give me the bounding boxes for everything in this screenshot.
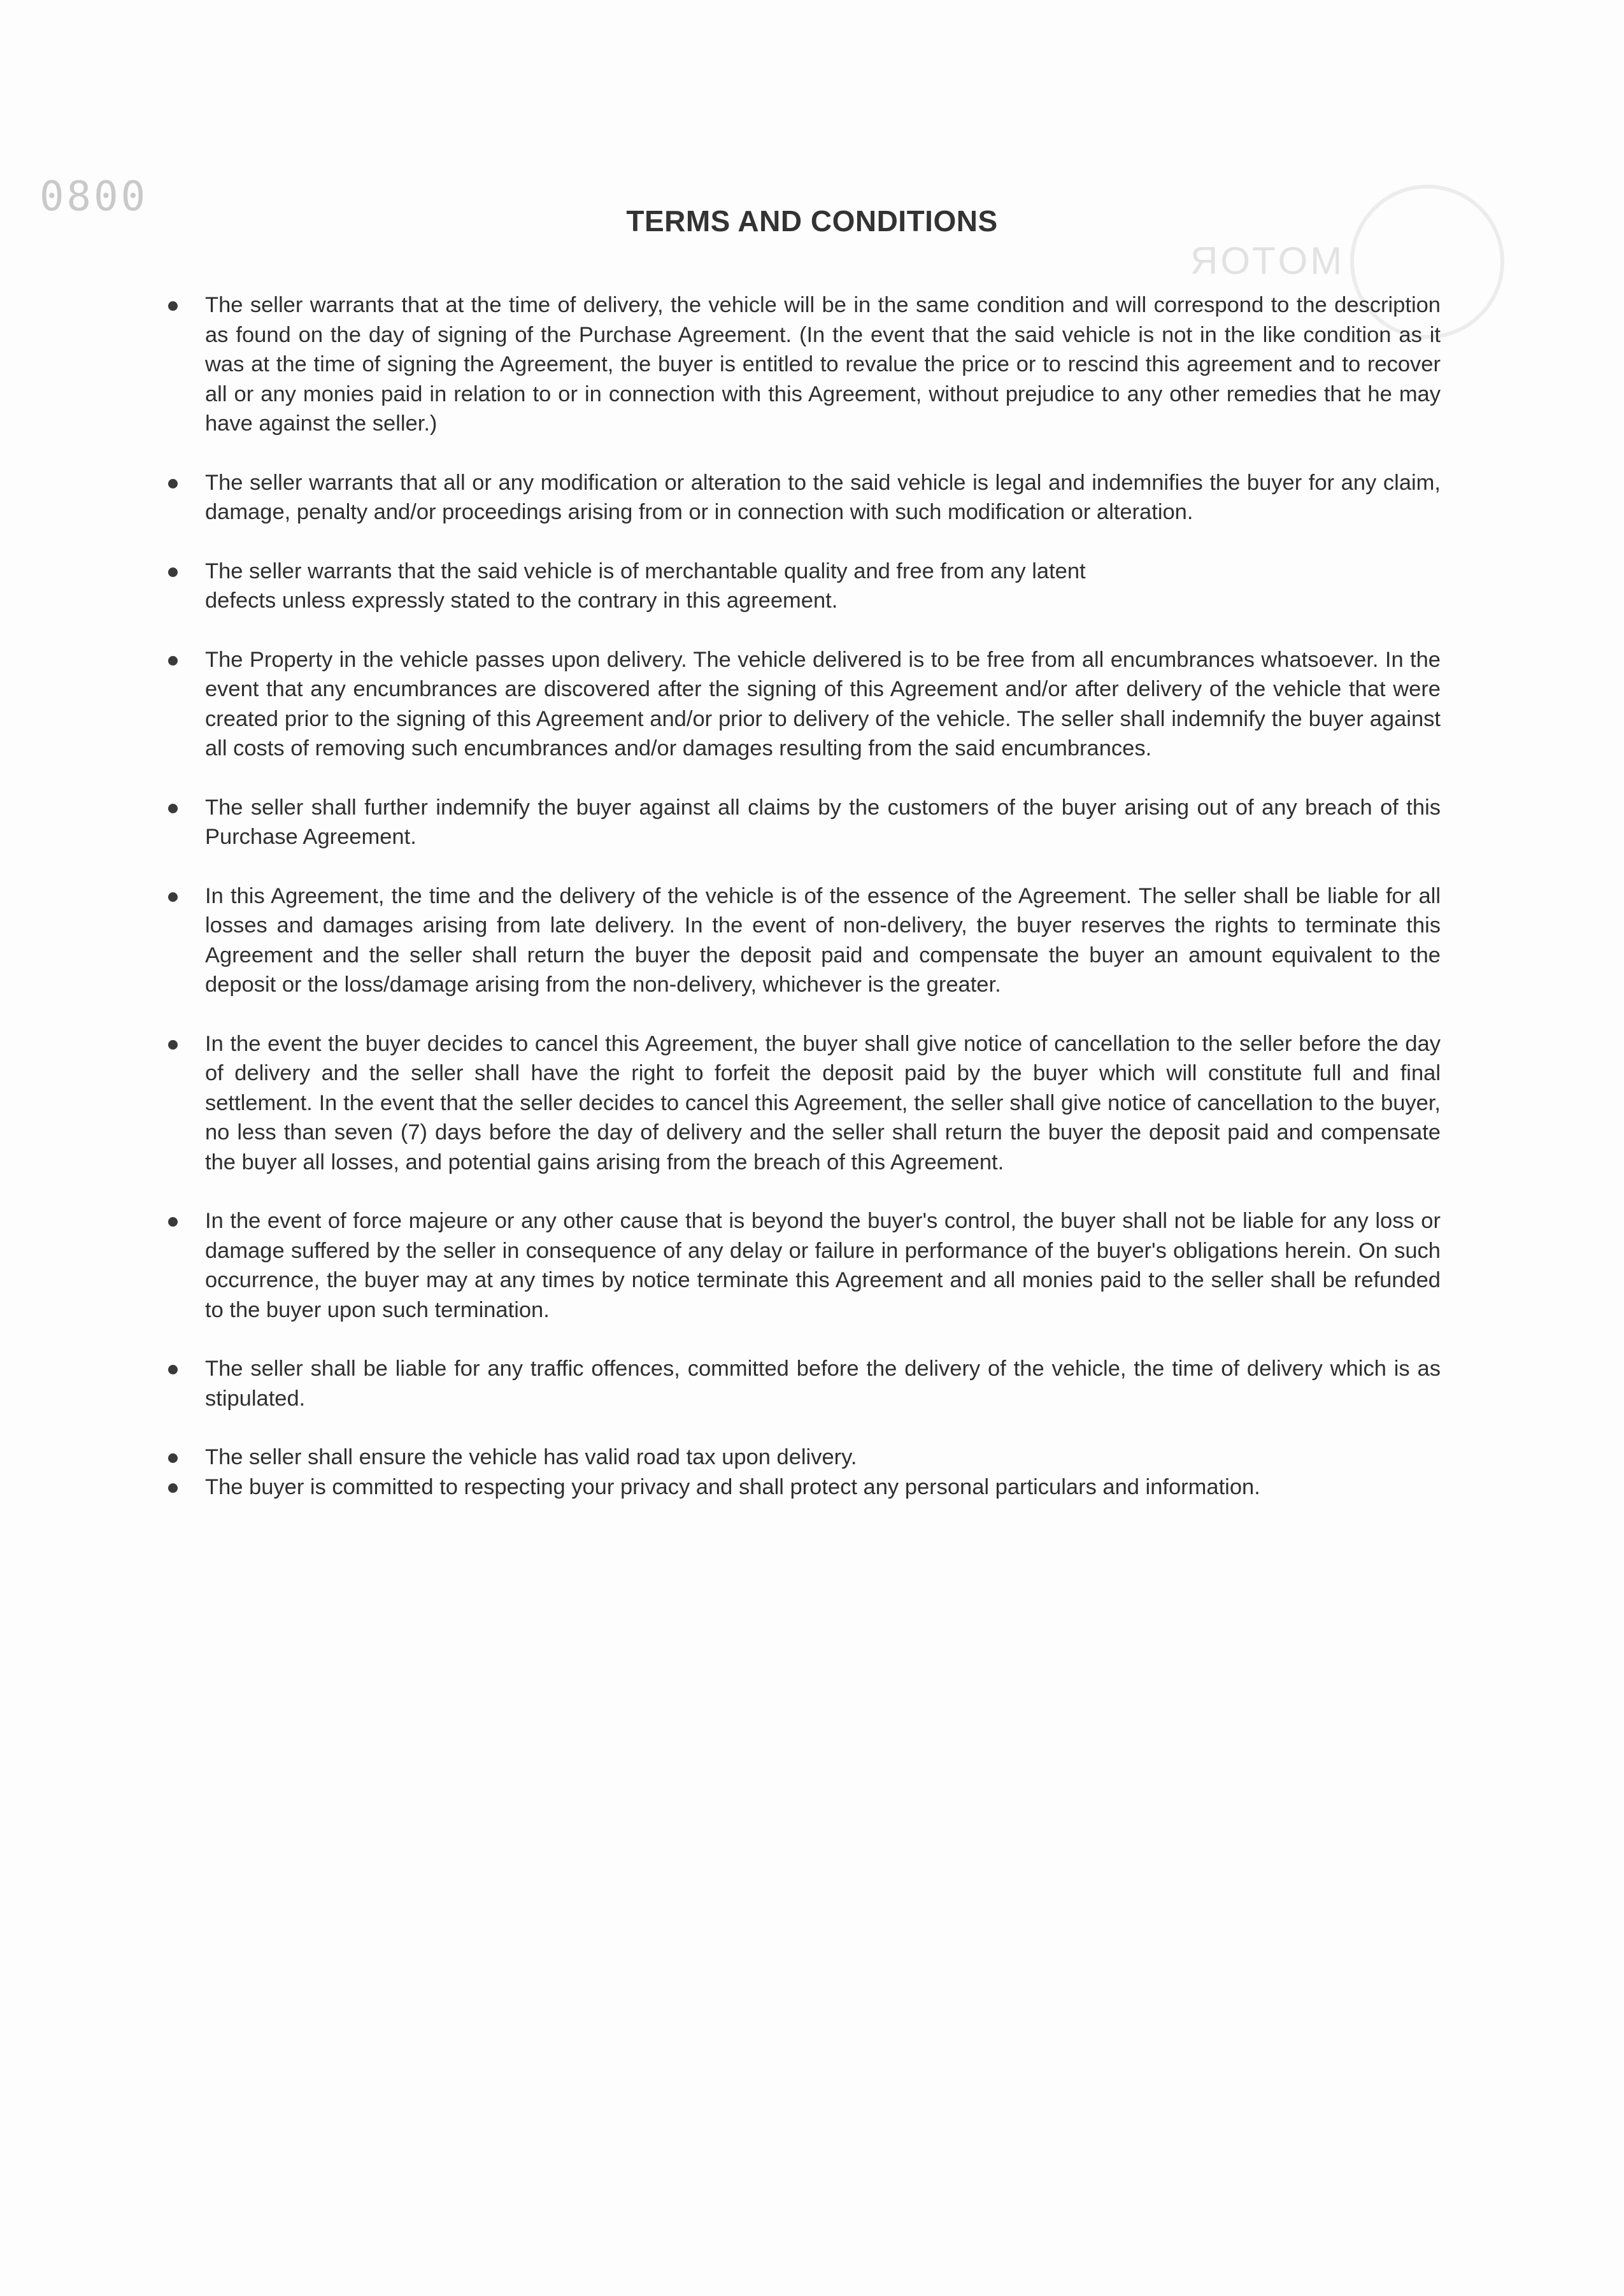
- bleed-through-logo-text: MOTOR: [1188, 239, 1343, 282]
- term-text: The seller warrants that the said vehicle is of merchantable quality and free from any latent defects unless expressly stated to the contrary in this agreement.: [205, 559, 1086, 613]
- term-text: The Property in the vehicle passes upon delivery. The vehicle delivered is to be free from all encumbrances whatsoever. In the event that any encumbrances are discovered after the signing of this Agreement and/or after delivery of the vehicle that were created prior to the signing of this Agreement and/or prior to delivery of the vehicle. The seller shall indemnify the buyer against all costs of removing such encumbrances and/or damages resulting from the said encumbrances.: [205, 647, 1441, 760]
- page-title: TERMS AND CONDITIONS: [626, 204, 998, 238]
- term-text: In the event the buyer decides to cancel this Agreement, the buyer shall give notice of cancellation to the seller before the day of delivery and the seller shall have the right to forfeit the deposit paid by the buyer which will constitute full and final settlement. In the event that the seller decides to cancel this Agreement, the seller shall give notice of cancellation to the buyer, no less than seven (7) days before the day of delivery and the seller shall return the buyer the deposit paid and compensate the buyer all losses, and potential gains arising from the breach of this Agreement.: [205, 1031, 1441, 1174]
- term-item: [205, 468, 1441, 527]
- bullet-icon: [168, 1040, 178, 1050]
- term-text: The seller warrants that at the time of delivery, the vehicle will be in the same condition and will correspond to the description as found on the day of signing of the Purchase Agreement. (In the event that the said vehicle is not in the like condition as it was at the time of signing the Agreement, the buyer is entitled to revalue the price or to rescind this agreement and to recover all or any monies paid in relation to or in connection with this Agreement, without prejudice to any other remedies that he may have against the seller.): [205, 293, 1441, 436]
- bullet-icon: [168, 1217, 178, 1227]
- term-text: The seller shall ensure the vehicle has valid road tax upon delivery.: [205, 1445, 857, 1469]
- term-item: [205, 1206, 1441, 1325]
- bullet-icon: [168, 567, 178, 577]
- term-text: The seller warrants that all or any modification or alteration to the said vehicle is legal and indemnifies the buyer for any claim, damage, penalty and/or proceedings arising from or in connection with such modification or alteration.: [205, 470, 1441, 524]
- bullet-icon: [168, 1365, 178, 1374]
- bullet-icon: [168, 804, 178, 813]
- bullet-icon: [168, 892, 178, 902]
- document-number-stamp: 0800: [39, 173, 148, 220]
- term-item: [205, 1443, 1441, 1472]
- term-item: [205, 290, 1441, 439]
- bullet-icon: [168, 656, 178, 666]
- terms-list: [205, 290, 1441, 1531]
- term-item: [205, 1472, 1441, 1502]
- bullet-icon: [168, 1483, 178, 1493]
- bullet-icon: [168, 479, 178, 488]
- term-item: [205, 1354, 1441, 1413]
- term-item: [205, 793, 1441, 852]
- term-item: [205, 645, 1441, 764]
- term-text: The seller shall further indemnify the buyer against all claims by the customers of the buyer arising out of any breach of this Purchase Agreement.: [205, 795, 1441, 849]
- term-item: [205, 881, 1441, 1000]
- term-text: The buyer is committed to respecting your privacy and shall protect any personal particulars and information.: [205, 1474, 1260, 1499]
- term-text: In the event of force majeure or any other cause that is beyond the buyer's control, the buyer shall not be liable for any loss or damage suffered by the seller in consequence of any delay or failure in performance of the buyer's obligations herein. On such occurrence, the buyer may at any times by notice terminate this Agreement and all monies paid to the seller shall be refunded to the buyer upon such termination.: [205, 1209, 1441, 1322]
- bullet-icon: [168, 301, 178, 311]
- term-text: In this Agreement, the time and the delivery of the vehicle is of the essence of the Agreement. The seller shall be liable for all losses and damages arising from late delivery. In the event of non-delivery, the buyer reserves the rights to terminate this Agreement and the seller shall return the buyer the deposit paid and compensate the buyer an amount equivalent to the deposit or the loss/damage arising from the non-delivery, whichever is the greater.: [205, 883, 1441, 997]
- term-text: The seller shall be liable for any traffic offences, committed before the delivery of the vehicle, the time of delivery which is as stipulated.: [205, 1357, 1441, 1411]
- bullet-icon: [168, 1453, 178, 1463]
- term-item: [205, 557, 1441, 616]
- term-item: [205, 1029, 1441, 1178]
